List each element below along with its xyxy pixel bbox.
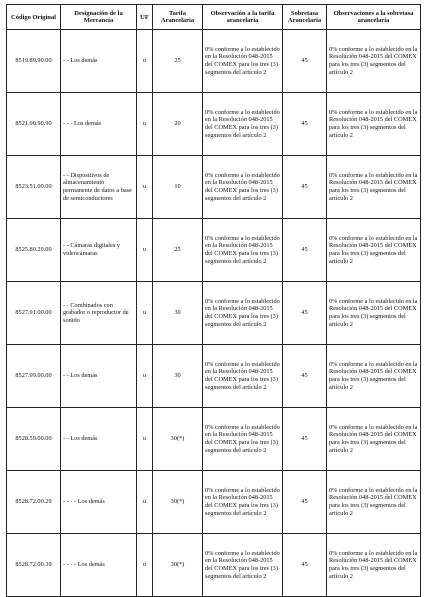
cell-uf: u [137, 408, 153, 471]
cell-observation: 0% conforme a lo establecido en la Resolución 048-2015 del COMEX para los tres (3) segmentos del artículo 2 [203, 219, 283, 282]
cell-surcharge: 45 [283, 534, 327, 597]
cell-tariff: 30(*) [153, 534, 203, 597]
cell-designation: - - Los demás [61, 345, 137, 408]
cell-surcharge: 45 [283, 408, 327, 471]
cell-uf: u [137, 219, 153, 282]
cell-designation: - - - Los demás [61, 93, 137, 156]
cell-surcharge-observation: 0% conforme a lo establecido en la Resolución 048-2015 del COMEX para los tres (3) segmentos del artículo 2 [327, 93, 421, 156]
cell-tariff: 30 [153, 345, 203, 408]
cell-observation: 0% conforme a lo establecido en la Resolución 048-2015 del COMEX para los tres (3) segmentos del artículo 2 [203, 156, 283, 219]
cell-surcharge-observation: 0% conforme a lo establecido en la Resolución 048-2015 del COMEX para los tres (3) segmentos del artículo 2 [327, 30, 421, 93]
cell-tariff: 25 [153, 219, 203, 282]
cell-observation: 0% conforme a lo establecido en la Resolución 048-2015 del COMEX para los tres (3) segmentos del artículo 2 [203, 282, 283, 345]
header-observation: Observación a la tarifa arancelaria [203, 5, 283, 30]
cell-uf: u [137, 282, 153, 345]
cell-observation: 0% conforme a lo establecido en la Resolución 048-2015 del COMEX para los tres (3) segmentos del artículo 2 [203, 93, 283, 156]
cell-surcharge-observation: 0% conforme a lo establecido en la Resolución 048-2015 del COMEX para los tres (3) segmentos del artículo 2 [327, 471, 421, 534]
cell-uf: u [137, 93, 153, 156]
table-row [7, 93, 421, 156]
cell-surcharge-observation: 0% conforme a lo establecido en la Resolución 048-2015 del COMEX para los tres (3) segmentos del artículo 2 [327, 282, 421, 345]
cell-observation: 0% conforme a lo establecido en la Resolución 048-2015 del COMEX para los tres (3) segmentos del artículo 2 [203, 408, 283, 471]
cell-uf: u [137, 345, 153, 408]
cell-tariff: 10 [153, 156, 203, 219]
header-designation: Designación de la Mercancía [61, 5, 137, 30]
cell-surcharge: 45 [283, 471, 327, 534]
table-row [7, 408, 421, 471]
cell-observation: 0% conforme a lo establecido en la Resolución 048-2015 del COMEX para los tres (3) segmentos del artículo 2 [203, 345, 283, 408]
cell-surcharge-observation: 0% conforme a lo establecido en la Resolución 048-2015 del COMEX para los tres (3) segmentos del artículo 2 [327, 156, 421, 219]
table-header-row [7, 5, 421, 30]
cell-code: 8521.90.90.90 [7, 93, 61, 156]
header-surcharge: Sobretasa Arancelaria [283, 5, 327, 30]
cell-designation: - - Cámaras digitales y videocámaras [61, 219, 137, 282]
table-row [7, 345, 421, 408]
cell-surcharge-observation: 0% conforme a lo establecido en la Resolución 048-2015 del COMEX para los tres (3) segmentos del artículo 2 [327, 534, 421, 597]
cell-surcharge: 45 [283, 93, 327, 156]
cell-uf: u [137, 534, 153, 597]
cell-observation: 0% conforme a lo establecido en la Resolución 048-2015 del COMEX para los tres (3) segmentos del artículo 2 [203, 471, 283, 534]
cell-code: 8528.72.00.39 [7, 534, 61, 597]
cell-designation: - - Los demás [61, 408, 137, 471]
table-row [7, 282, 421, 345]
cell-designation: - - Dispositivos de almacenamiento permanente de datos a base de semiconductores [61, 156, 137, 219]
cell-code: 8527.91.00.00 [7, 282, 61, 345]
cell-surcharge: 45 [283, 282, 327, 345]
cell-uf: u [137, 156, 153, 219]
cell-tariff: 30(*) [153, 471, 203, 534]
cell-surcharge: 45 [283, 219, 327, 282]
table-row [7, 30, 421, 93]
header-surcharge-observation: Observaciones a la sobretasa arancelaria [327, 5, 421, 30]
cell-designation: - - Los demás [61, 30, 137, 93]
header-tariff: Tarifa Arancelaria [153, 5, 203, 30]
table-row [7, 534, 421, 597]
cell-tariff: 20 [153, 93, 203, 156]
cell-surcharge-observation: 0% conforme a lo establecido en la Resolución 048-2015 del COMEX para los tres (3) segmentos del artículo 2 [327, 408, 421, 471]
table-row [7, 219, 421, 282]
cell-tariff: 25 [153, 30, 203, 93]
cell-observation: 0% conforme a lo establecido en la Resolución 048-2015 del COMEX para los tres (3) segmentos del artículo 2 [203, 534, 283, 597]
tariff-table [6, 4, 421, 597]
cell-uf: u [137, 30, 153, 93]
cell-code: 8527.99.00.00 [7, 345, 61, 408]
cell-designation: - - - - Los demás [61, 534, 137, 597]
cell-designation: - - Combinados con grabador o reproductor de sonido [61, 282, 137, 345]
cell-code: 8523.51.00.00 [7, 156, 61, 219]
cell-tariff: 30(*) [153, 408, 203, 471]
cell-surcharge: 45 [283, 30, 327, 93]
header-uf: UF [137, 5, 153, 30]
cell-surcharge: 45 [283, 156, 327, 219]
cell-surcharge: 45 [283, 345, 327, 408]
cell-code: 8519.89.90.00 [7, 30, 61, 93]
header-code: Código Original [7, 5, 61, 30]
cell-uf: u [137, 471, 153, 534]
cell-designation: - - - - Los demás [61, 471, 137, 534]
cell-code: 8528.72.00.29 [7, 471, 61, 534]
cell-code: 8528.59.00.00 [7, 408, 61, 471]
cell-tariff: 30 [153, 282, 203, 345]
cell-surcharge-observation: 0% conforme a lo establecido en la Resolución 048-2015 del COMEX para los tres (3) segmentos del artículo 2 [327, 345, 421, 408]
table-row [7, 471, 421, 534]
cell-surcharge-observation: 0% conforme a lo establecido en la Resolución 048-2015 del COMEX para los tres (3) segmentos del artículo 2 [327, 219, 421, 282]
cell-code: 8525.80.20.00 [7, 219, 61, 282]
table-row [7, 156, 421, 219]
cell-observation: 0% conforme a lo establecido en la Resolución 048-2015 del COMEX para los tres (3) segmentos del artículo 2 [203, 30, 283, 93]
